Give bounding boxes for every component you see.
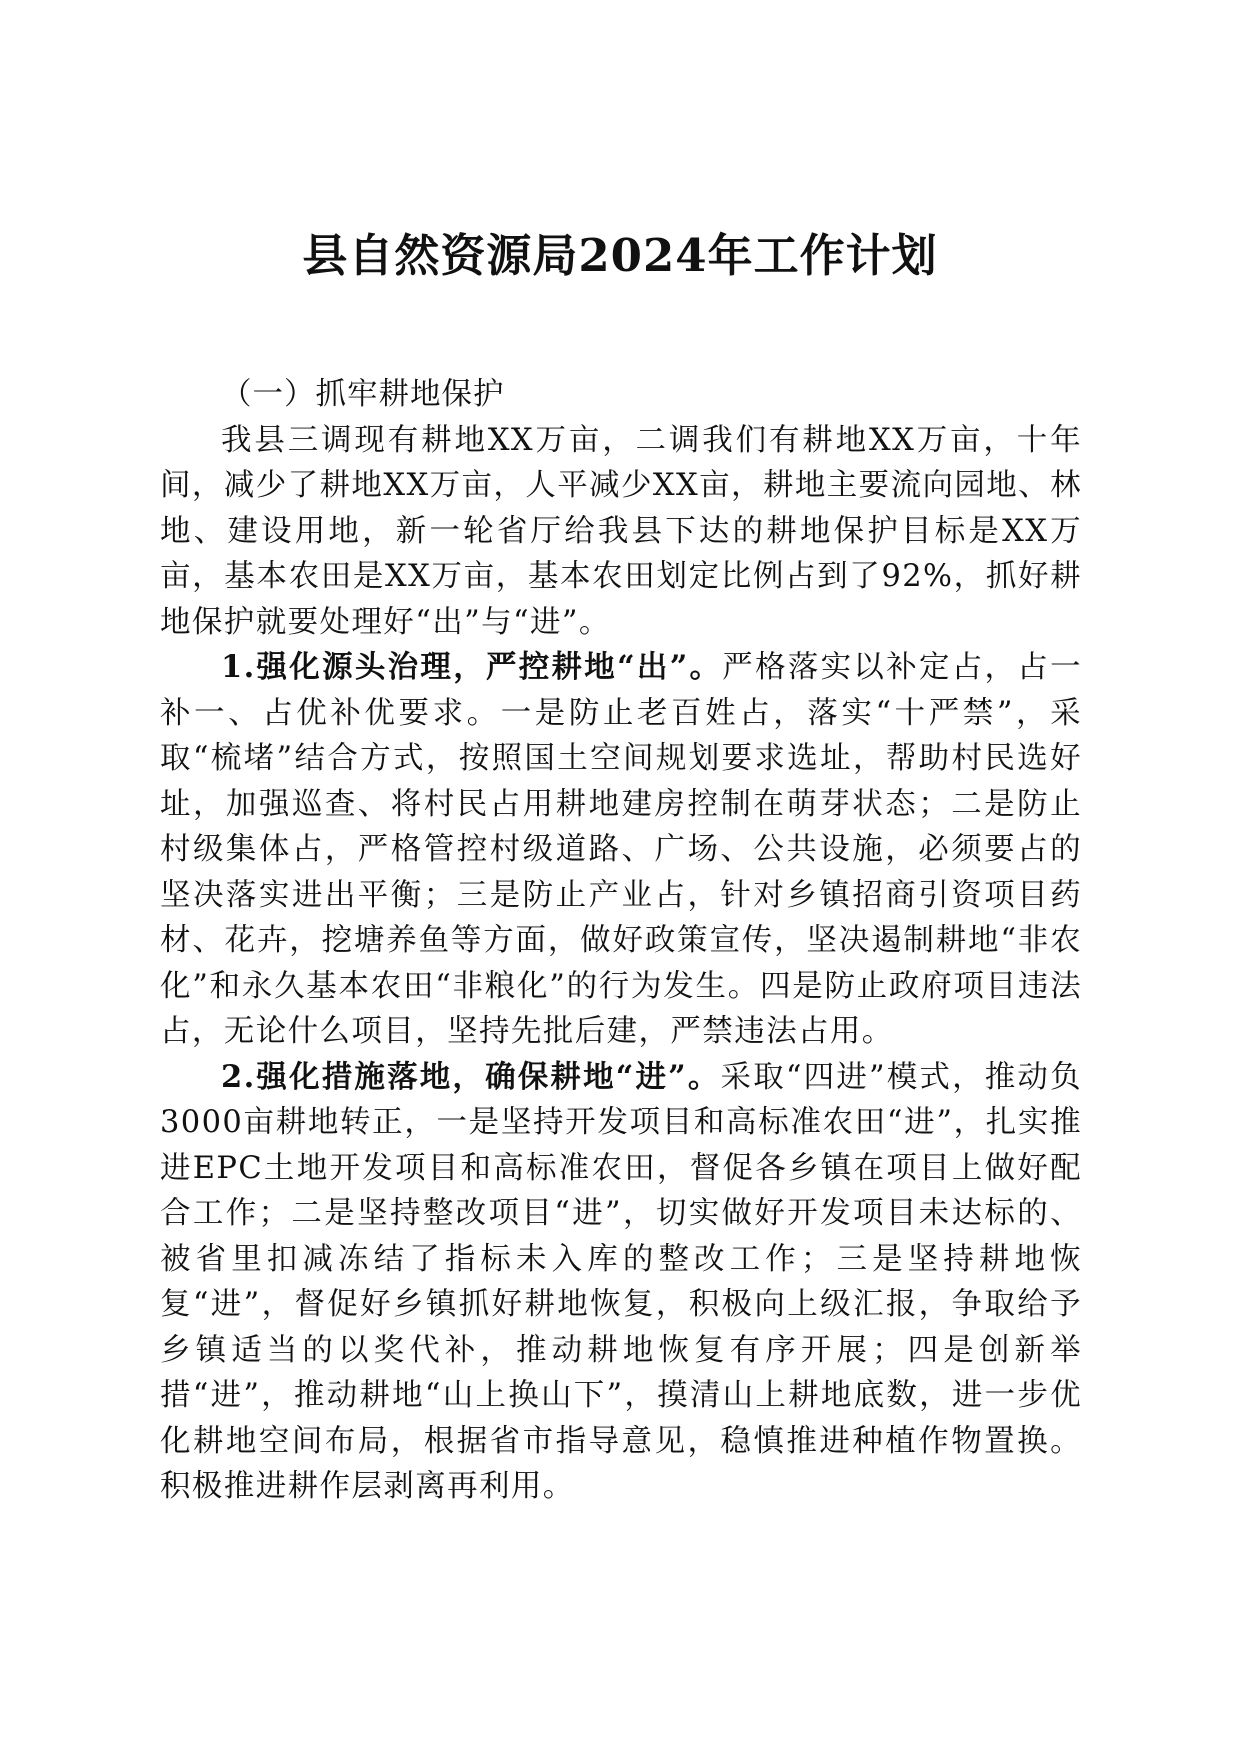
paragraph-lead-heading: 2.强化措施落地，确保耕地“进”。 [221, 1058, 721, 1095]
paragraph-text: 采取“四进”模式，推动负3000亩耕地转正，一是坚持开发项目和高标准农田“进”，扎实推进EPC土地开发项目和高标准农田，督促各乡镇在项目上做好配合工作；二是坚持整改项目“进”，切实做好开发项目未达标的、被省里扣减冻结了指标未入库的整改工作；三是坚持耕地恢复“进”，督促好乡镇抓好耕地恢复，积极向上级汇报，争取给予乡镇适当的以奖代补，推动耕地恢复有序开展；四是创新举措“进”，推动耕地“山上换山下”，摸清山上耕地底数，进一步优化耕地空间布局，根据省市指导意见，稳慎推进种植作物置换。积极推进耕作层剥离再利用。 [160, 1059, 1082, 1504]
paragraph-source-control [160, 645, 1082, 1055]
paragraph-text: 严格落实以补定占，占一补一、占优补优要求。一是防止老百姓占，落实“十严禁”，采取“梳堵”结合方式，按照国土空间规划要求选址，帮助村民选好址，加强巡查、将村民占用耕地建房控制在萌芽状态；二是防止村级集体占，严格管控村级道路、广场、公共设施，必须要占的坚决落实进出平衡；三是防止产业占，针对乡镇招商引资项目药材、花卉，挖塘养鱼等方面，做好政策宣传，坚决遏制耕地“非农化”和永久基本农田“非粮化”的行为发生。四是防止政府项目违法占，无论什么项目，坚持先批后建，严禁违法占用。 [160, 650, 1082, 1049]
paragraph-measures-implementation [160, 1055, 1082, 1510]
section-heading: （一）抓牢耕地保护 [221, 377, 505, 412]
document-title: 县自然资源局2024年工作计划 [302, 229, 938, 282]
document-body [160, 372, 1082, 1510]
paragraph-text: 我县三调现有耕地XX万亩，二调我们有耕地XX万亩，十年间，减少了耕地XX万亩，人平减少XX亩，耕地主要流向园地、林地、建设用地，新一轮省厅给我县下达的耕地保护目标是XX万亩，基本农田是XX万亩，基本农田划定比例占到了92%，抓好耕地保护就要处理好“出”与“进”。 [160, 422, 1082, 640]
paragraph-lead-heading: 1.强化源头治理，严控耕地“出”。 [221, 649, 723, 685]
paragraph-cropland-overview [160, 418, 1082, 646]
